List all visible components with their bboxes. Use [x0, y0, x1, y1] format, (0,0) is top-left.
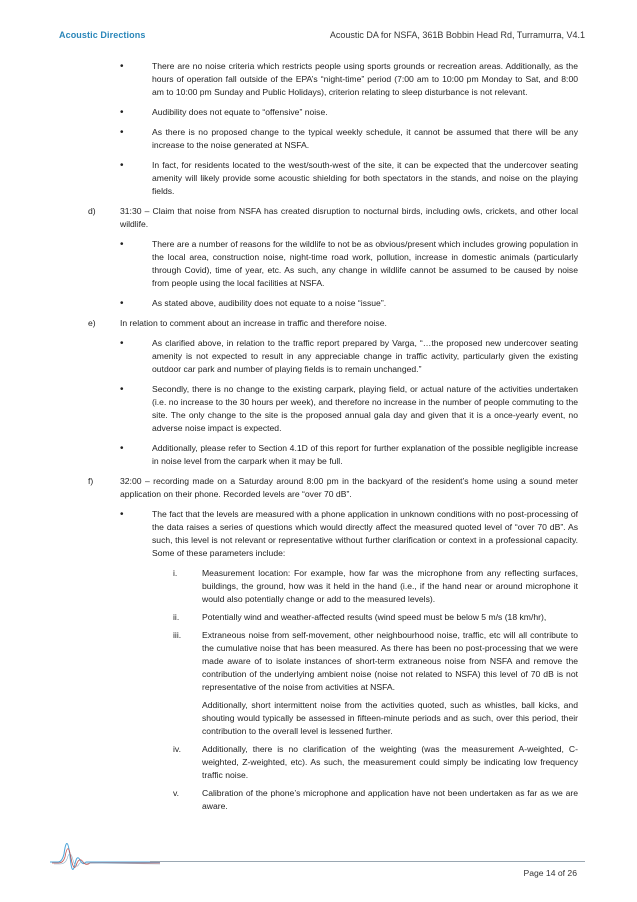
bullet-icon: • — [120, 443, 124, 454]
bullet-icon: • — [120, 61, 124, 72]
sub-list-text: Measurement location: For example, how far was the microphone from any reflecting surfaces, buildings, the ground, how was it held in the hand (i.e., if the hand near or around microphone it would also potentially change or add to the measured levels). — [202, 568, 578, 604]
brand-name: Acoustic Directions — [59, 30, 146, 40]
page-header — [59, 30, 585, 44]
bullet-icon: • — [120, 160, 124, 171]
bullet-item — [88, 383, 578, 435]
list-letter: d) — [88, 206, 96, 216]
page-number: Page 14 of 26 — [523, 868, 577, 878]
bullet-icon: • — [120, 509, 124, 520]
bullet-item — [88, 297, 578, 310]
list-item-d — [88, 205, 578, 231]
footer-divider — [150, 861, 585, 862]
bullet-text: Additionally, please refer to Section 4.1D of this report for further explanation of the possible negligible increase in noise level from the carpark when it may be full. — [152, 443, 578, 466]
bullet-text: As clarified above, in relation to the traffic report prepared by Varga, “…the proposed new undercover seating amenity is not expected to result in any appreciable change in traffic activity, particularly given the existing outdoor car park and number of playing fields is to remain unchanged.” — [152, 338, 578, 374]
sub-list-number: iii. — [173, 630, 182, 640]
bullet-item — [88, 238, 578, 290]
document-body — [88, 60, 578, 818]
sub-list-text: Calibration of the phone’s microphone and application have not been undertaken as far as we are aware. — [202, 788, 578, 811]
sub-list-text: Additionally, there is no clarification of the weighting (was the measurement A-weighted, C-weighted, Z-weighted, etc). As such, the measurement could simply be indicating low frequency traffic noise. — [202, 744, 578, 780]
list-item-e — [88, 317, 578, 330]
bullet-icon: • — [120, 298, 124, 309]
document-title: Acoustic DA for NSFA, 361B Bobbin Head Rd, Turramurra, V4.1 — [329, 30, 585, 40]
sub-list-item — [88, 567, 578, 606]
bullet-item — [88, 337, 578, 376]
bullet-item — [88, 508, 578, 560]
sub-list-item — [88, 611, 578, 624]
sub-list-text: Potentially wind and weather-affected results (wind speed must be below 5 m/s (18 km/hr), — [202, 612, 547, 622]
sub-list-continuation — [88, 699, 578, 738]
bullet-text: The fact that the levels are measured with a phone application in unknown conditions with no post-processing of the data raises a series of questions which would directly affect the measured quoted level of “over 70 dB”. As such, this level is not relevant or representative without further clarification or context in a professional capacity. Some of these parameters include: — [152, 509, 578, 558]
bullet-text: In fact, for residents located to the west/south-west of the site, it can be expected that the undercover seating amenity will likely provide some acoustic shielding for both spectators in the stands, and noise on the playing fields. — [152, 160, 578, 196]
bullet-text: Audibility does not equate to “offensive” noise. — [152, 107, 328, 117]
bullet-icon: • — [120, 384, 124, 395]
list-letter: f) — [88, 476, 94, 486]
bullet-icon: • — [120, 107, 124, 118]
list-item-text: 31:30 – Claim that noise from NSFA has created disruption to nocturnal birds, including owls, crickets, and other local wildlife. — [120, 206, 578, 229]
sub-list-number: iv. — [173, 744, 181, 754]
list-item-text: 32:00 – recording made on a Saturday around 8:00 pm in the backyard of the resident’s home using a sound meter application on their phone. Recorded levels are “over 70 dB”. — [120, 476, 578, 499]
list-item-text: In relation to comment about an increase in traffic and therefore noise. — [120, 318, 387, 328]
bullet-item — [88, 126, 578, 152]
sub-list-item — [88, 787, 578, 813]
sub-list-number: i. — [173, 568, 178, 578]
list-item-f — [88, 475, 578, 501]
sub-list-number: v. — [173, 788, 180, 798]
bullet-item — [88, 60, 578, 99]
bullet-text: Secondly, there is no change to the existing carpark, playing field, or actual nature of the activities undertaken (i.e. no increase to the 30 hours per week), and therefore no increase in the number of people commuting to the site. The only change to the site is the proposed annual gala day and given that it is a once-yearly event, no adverse noise impact is expected. — [152, 384, 578, 433]
bullet-text: As stated above, audibility does not equate to a noise “issue”. — [152, 298, 387, 308]
bullet-icon: • — [120, 239, 124, 250]
sub-list-text: Additionally, short intermittent noise from the activities quoted, such as whistles, ball kicks, and shouting would typically be assessed in fifteen-minute periods and as such, over this period, their contribution to the overall level is lessened further. — [202, 700, 578, 736]
bullet-item — [88, 106, 578, 119]
bullet-item — [88, 159, 578, 198]
bullet-icon: • — [120, 338, 124, 349]
bullet-text: There are no noise criteria which restricts people using sports grounds or recreation areas. Additionally, as the hours of operation fall outside of the EPA’s “night-time” period (7:00 am to 10:00 pm Monday to Sat, and 8:00 am to 10:00 pm Sunday and Public Holidays), criterion relating to sleep disturbance is not relevant. — [152, 61, 578, 97]
sub-list-item — [88, 629, 578, 694]
bullet-icon: • — [120, 127, 124, 138]
sub-list-item — [88, 743, 578, 782]
list-letter: e) — [88, 318, 96, 328]
bullet-text: There are a number of reasons for the wildlife to not be as obvious/present which includes growing population in the local area, construction noise, night-time road work, pollution, increase in domestic animals (particularly through Covid), time of year, etc. As such, any change in wildlife cannot be assumed to be caused by noise from people using the local facilities at NSFA. — [152, 239, 578, 288]
sub-list-number: ii. — [173, 612, 180, 622]
sound-wave-icon — [50, 826, 160, 881]
bullet-text: As there is no proposed change to the typical weekly schedule, it cannot be assumed that there will be any increase to the noise generated at NSFA. — [152, 127, 578, 150]
bullet-item — [88, 442, 578, 468]
sub-list-text: Extraneous noise from self-movement, other neighbourhood noise, traffic, etc will all contribute to the cumulative noise that has been measured. As there has been no post-processing that we were made aware of to isolate instances of short-term extraneous noise from NSFA and remove the contribution of the underlying ambient noise (noise not related to NSFA) this level of 70 dB is not representative of the noise from activities at NSFA. — [202, 630, 578, 692]
